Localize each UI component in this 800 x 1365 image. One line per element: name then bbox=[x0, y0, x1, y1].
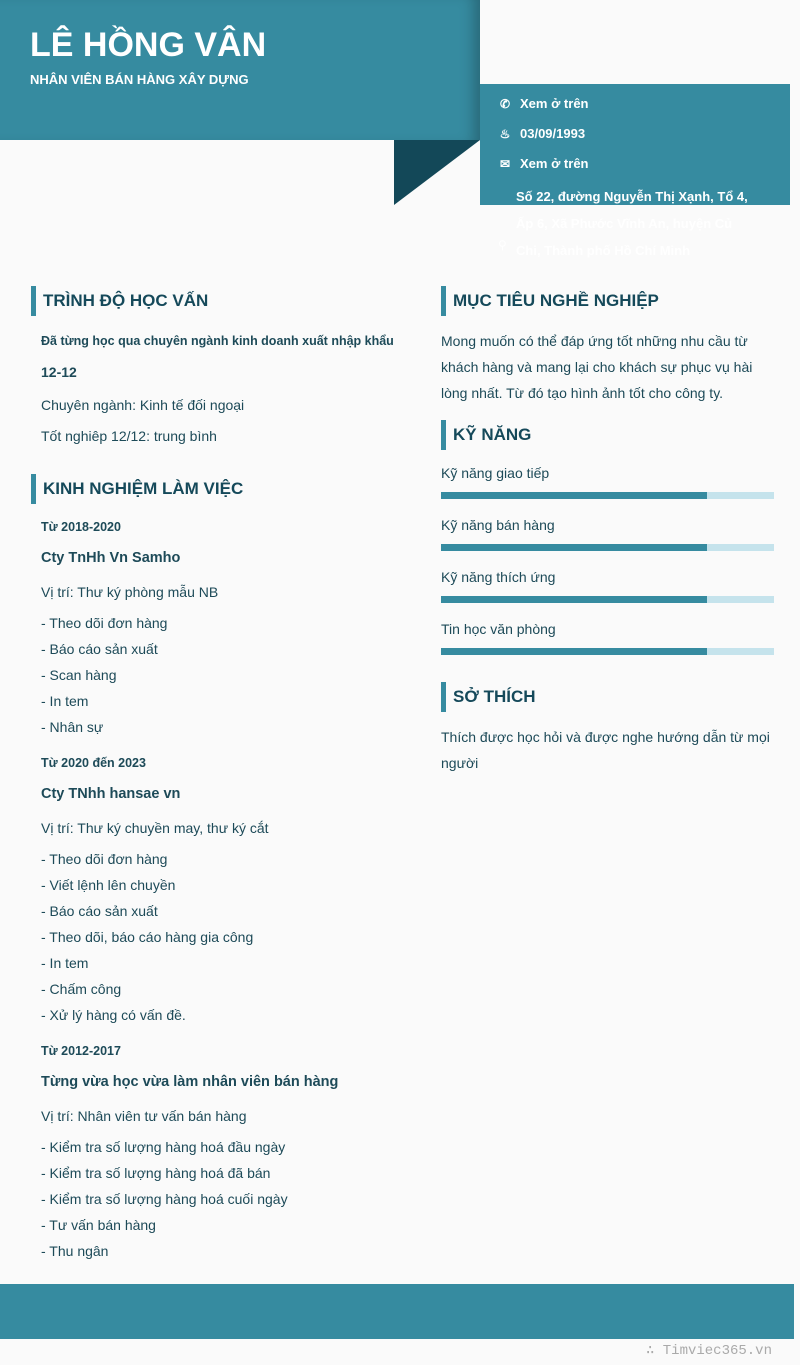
job-task: - Theo dõi đơn hàng bbox=[41, 615, 168, 631]
footer-band bbox=[0, 1284, 794, 1339]
job-task: - Báo cáo sản xuất bbox=[41, 903, 158, 919]
skill-bar bbox=[441, 544, 774, 551]
address: Số 22, đường Nguyễn Thị Xạnh, Tổ 4, Ấp 6, Xã Phước Vĩnh An, huyện Củ Chi, Thành phố Hồ Chí Minh bbox=[516, 189, 748, 258]
job-title: NHÂN VIÊN BÁN HÀNG XÂY DỰNG bbox=[30, 72, 249, 87]
objective-heading: MỤC TIÊU NGHỀ NGHIỆP bbox=[441, 286, 659, 316]
job-task: - In tem bbox=[41, 955, 89, 971]
job-task: - Kiểm tra số lượng hàng hoá đã bán bbox=[41, 1165, 271, 1181]
skill-bar bbox=[441, 648, 774, 655]
skill-name: Kỹ năng thích ứng bbox=[441, 569, 556, 585]
job-task: - Chấm công bbox=[41, 981, 122, 997]
skill-bar-fill bbox=[441, 596, 707, 603]
skill-bar-fill bbox=[441, 544, 707, 551]
education-major: Chuyên ngành: Kinh tế đối ngoại bbox=[41, 397, 245, 413]
job-task: - In tem bbox=[41, 693, 89, 709]
skill-bar-fill bbox=[441, 648, 707, 655]
education-school: Đã từng học qua chuyên ngành kinh doanh xuất nhập khẩu bbox=[41, 334, 394, 348]
job-period: Từ 2020 đến 2023 bbox=[41, 756, 146, 770]
experience-heading: KINH NGHIỆM LÀM VIỆC bbox=[31, 474, 243, 504]
job-task: - Thu ngân bbox=[41, 1243, 109, 1259]
email: Xem ở trên bbox=[520, 156, 589, 171]
job-period: Từ 2012-2017 bbox=[41, 1044, 121, 1058]
candidate-name: LÊ HỒNG VÂN bbox=[30, 26, 267, 64]
job-company: Cty TNhh hansae vn bbox=[41, 786, 181, 802]
skills-heading: KỸ NĂNG bbox=[441, 420, 531, 450]
job-task: - Scan hàng bbox=[41, 667, 117, 683]
phone: Xem ở trên bbox=[520, 96, 589, 111]
location-icon: ⚲ bbox=[498, 238, 507, 252]
job-position: Vị trí: Thư ký phòng mẫu NB bbox=[41, 584, 219, 600]
skill-bar-fill bbox=[441, 492, 707, 499]
education-heading: TRÌNH ĐỘ HỌC VẤN bbox=[31, 286, 208, 316]
phone-icon: ✆ bbox=[499, 96, 511, 111]
job-task: - Kiểm tra số lượng hàng hoá cuối ngày bbox=[41, 1191, 288, 1207]
job-company: Cty TnHh Vn Samho bbox=[41, 550, 181, 566]
job-task: - Kiểm tra số lượng hàng hoá đầu ngày bbox=[41, 1139, 286, 1155]
education-period: 12-12 bbox=[41, 364, 77, 380]
job-position: Vị trí: Nhân viên tư vấn bán hàng bbox=[41, 1108, 247, 1124]
birthday-cake-icon: ♨ bbox=[499, 126, 511, 141]
job-task: - Báo cáo sản xuất bbox=[41, 641, 158, 657]
education-result: Tốt nghiêp 12/12: trung bình bbox=[41, 428, 217, 444]
skill-name: Kỹ năng giao tiếp bbox=[441, 465, 550, 481]
skill-name: Tin học văn phòng bbox=[441, 621, 556, 637]
hobbies-text: Thích được học hỏi và được nghe hướng dẫn từ mọi người bbox=[441, 729, 770, 771]
header-band bbox=[0, 0, 480, 140]
job-position: Vị trí: Thư ký chuyền may, thư ký cắt bbox=[41, 820, 269, 836]
email-icon: ✉ bbox=[499, 156, 511, 171]
objective-text: Mong muốn có thể đáp ứng tốt những nhu cầu từ khách hàng và mang lại cho khách sự phục vụ hài lòng nhất. Từ đó tạo hình ảnh tốt cho công ty. bbox=[441, 333, 753, 401]
job-company: Từng vừa học vừa làm nhân viên bán hàng bbox=[41, 1074, 339, 1090]
skill-bar bbox=[441, 492, 774, 499]
job-task: - Tư vấn bán hàng bbox=[41, 1217, 156, 1233]
watermark: ∴ Timviec365.vn bbox=[645, 1343, 772, 1359]
hobbies-heading: SỞ THÍCH bbox=[441, 682, 536, 712]
job-task: - Viết lệnh lên chuyền bbox=[41, 877, 176, 893]
job-task: - Theo dõi, báo cáo hàng gia công bbox=[41, 929, 254, 945]
job-task: - Xử lý hàng có vấn đề. bbox=[41, 1007, 186, 1023]
skill-name: Kỹ năng bán hàng bbox=[441, 517, 555, 533]
header-fold bbox=[394, 140, 480, 205]
job-task: - Theo dõi đơn hàng bbox=[41, 851, 168, 867]
birthday: 03/09/1993 bbox=[520, 126, 586, 141]
job-task: - Nhân sự bbox=[41, 719, 104, 735]
job-period: Từ 2018-2020 bbox=[41, 520, 121, 534]
skill-bar bbox=[441, 596, 774, 603]
